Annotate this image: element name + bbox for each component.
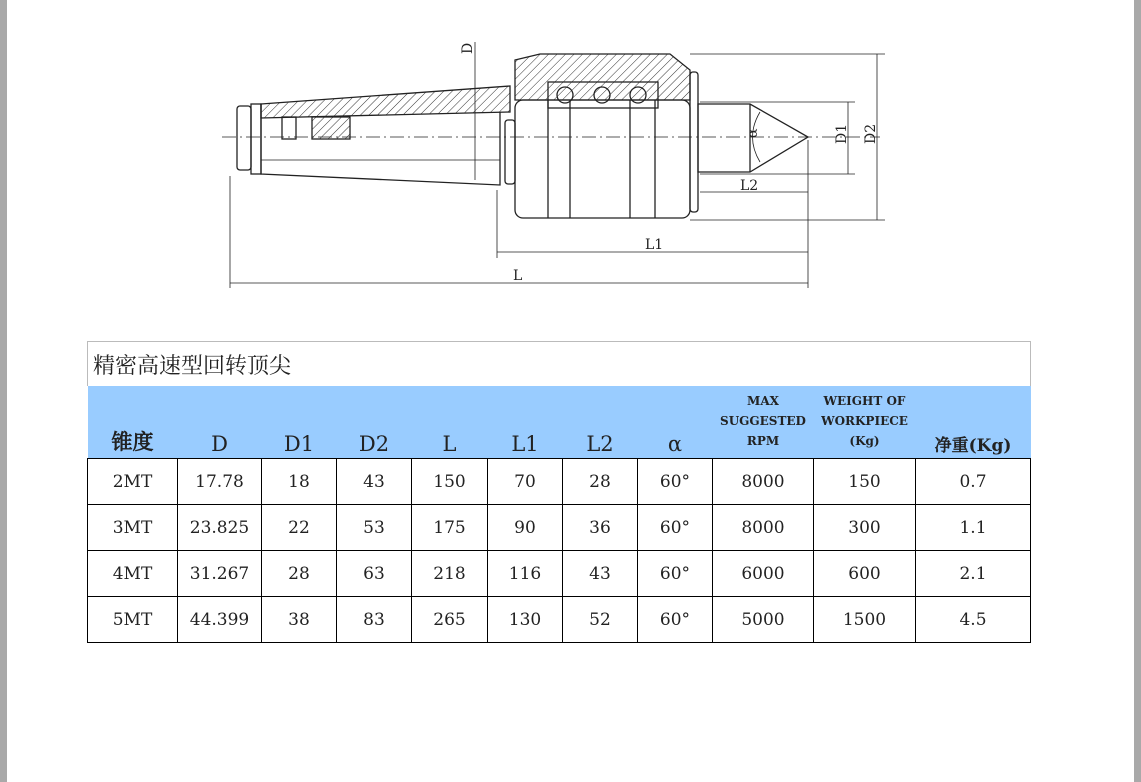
header-d2: D2	[337, 386, 412, 459]
table-title: 精密高速型回转顶尖	[88, 342, 1031, 387]
header-l: L	[412, 386, 488, 459]
cell-workpiece-weight: 600	[814, 551, 916, 597]
cell-l1: 90	[488, 505, 563, 551]
cell-l2: 43	[563, 551, 638, 597]
cell-taper: 5MT	[88, 597, 178, 643]
cell-d: 44.399	[178, 597, 262, 643]
cell-l: 218	[412, 551, 488, 597]
cell-d: 17.78	[178, 459, 262, 505]
cell-max-rpm: 5000	[713, 597, 814, 643]
cell-l1: 116	[488, 551, 563, 597]
cell-l2: 36	[563, 505, 638, 551]
cell-max-rpm: 8000	[713, 459, 814, 505]
label-d1: D1	[834, 123, 850, 144]
cell-max-rpm: 6000	[713, 551, 814, 597]
label-alpha: α	[745, 128, 761, 138]
header-weight-line2: WORKPIECE	[821, 414, 908, 428]
header-max-rpm	[713, 386, 814, 459]
cell-taper: 4MT	[88, 551, 178, 597]
cell-d1: 38	[262, 597, 337, 643]
header-max-rpm-line3: RPM	[746, 434, 780, 448]
header-weight-line1: WEIGHT OF	[823, 394, 906, 408]
header-max-rpm-line2: SUGGESTED	[720, 414, 806, 428]
cell-d1: 28	[262, 551, 337, 597]
cell-d2: 53	[337, 505, 412, 551]
cell-alpha: 60°	[638, 597, 713, 643]
cell-net-weight: 2.1	[916, 551, 1031, 597]
cell-l: 175	[412, 505, 488, 551]
label-d2: D2	[863, 123, 879, 144]
header-taper: 锥度	[88, 386, 178, 459]
table-row	[88, 505, 1031, 551]
label-d: D	[460, 42, 476, 54]
live-center-drawing	[215, 30, 895, 295]
cell-d2: 43	[337, 459, 412, 505]
cell-net-weight: 4.5	[916, 597, 1031, 643]
label-l1: L1	[645, 237, 664, 253]
cell-alpha: 60°	[638, 505, 713, 551]
window-frame-right	[1134, 0, 1141, 782]
header-alpha: α	[638, 386, 713, 459]
cell-d: 31.267	[178, 551, 262, 597]
cell-l: 150	[412, 459, 488, 505]
cell-net-weight: 1.1	[916, 505, 1031, 551]
cell-d: 23.825	[178, 505, 262, 551]
cell-d1: 22	[262, 505, 337, 551]
table-title-row	[88, 342, 1031, 387]
header-d: D	[178, 386, 262, 459]
cell-l1: 70	[488, 459, 563, 505]
cell-l2: 28	[563, 459, 638, 505]
cell-workpiece-weight: 1500	[814, 597, 916, 643]
table-body	[88, 459, 1031, 643]
drawing-outline	[222, 54, 880, 218]
header-l2: L2	[563, 386, 638, 459]
header-net-weight: 净重(Kg)	[916, 386, 1031, 459]
cell-d2: 63	[337, 551, 412, 597]
header-l1: L1	[488, 386, 563, 459]
table-row	[88, 459, 1031, 505]
table-row	[88, 551, 1031, 597]
cell-l: 265	[412, 597, 488, 643]
label-l2: L2	[740, 178, 759, 194]
table-row	[88, 597, 1031, 643]
header-workpiece-weight	[814, 386, 916, 459]
cell-max-rpm: 8000	[713, 505, 814, 551]
spec-table	[87, 341, 1031, 643]
cell-alpha: 60°	[638, 551, 713, 597]
table-header-row	[88, 386, 1031, 459]
window-frame-left	[0, 0, 7, 782]
cell-d2: 83	[337, 597, 412, 643]
cell-d1: 18	[262, 459, 337, 505]
cell-taper: 2MT	[88, 459, 178, 505]
cell-l1: 130	[488, 597, 563, 643]
cell-net-weight: 0.7	[916, 459, 1031, 505]
header-d1: D1	[262, 386, 337, 459]
header-weight-line3: (Kg)	[849, 434, 880, 448]
cell-workpiece-weight: 150	[814, 459, 916, 505]
label-l: L	[513, 268, 523, 284]
cell-l2: 52	[563, 597, 638, 643]
cell-alpha: 60°	[638, 459, 713, 505]
header-max-rpm-line1: MAX	[747, 394, 779, 408]
cell-taper: 3MT	[88, 505, 178, 551]
cell-workpiece-weight: 300	[814, 505, 916, 551]
